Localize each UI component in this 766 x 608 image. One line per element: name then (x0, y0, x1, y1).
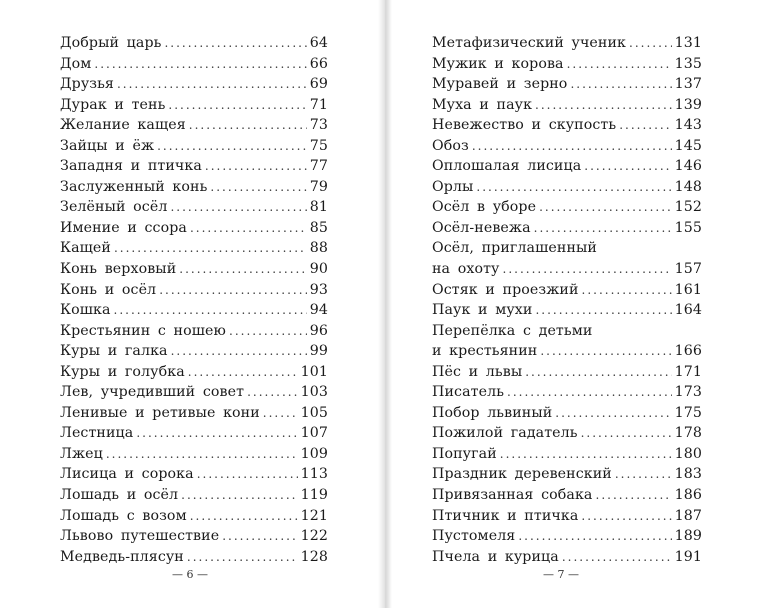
dot-leader (596, 485, 672, 506)
toc-entry-page: 131 (674, 35, 702, 51)
dot-leader (615, 464, 672, 485)
dot-leader (190, 506, 298, 527)
toc-entry (432, 156, 702, 177)
toc-entry-page: 96 (309, 322, 328, 339)
toc-entry-page: 94 (309, 302, 328, 319)
dot-leader (170, 197, 306, 218)
toc-entry (60, 485, 328, 506)
toc-entry (60, 280, 328, 301)
toc-entry-page: 101 (300, 363, 328, 380)
dot-leader (189, 115, 307, 136)
right-page (383, 0, 766, 608)
dot-leader (210, 177, 306, 198)
toc-entry (432, 280, 702, 301)
toc-entry-page: 171 (674, 363, 702, 380)
toc-entry-title: Кошка (60, 302, 111, 319)
toc-entry (60, 33, 328, 54)
dot-leader (629, 33, 672, 54)
toc-entry-page: 73 (309, 117, 328, 134)
dot-leader (190, 218, 307, 239)
dot-leader (168, 95, 306, 116)
toc-entry-page: 71 (309, 96, 328, 113)
page-number-left: — 6 — (172, 568, 208, 581)
toc-entry-page: 107 (300, 425, 328, 442)
toc-entry-title: Пчела и курица (432, 548, 559, 565)
dot-leader (534, 218, 672, 239)
toc-entry-page: 186 (674, 487, 702, 504)
toc-entry (432, 464, 702, 485)
toc-entry-page: 137 (674, 76, 702, 93)
dot-leader (117, 74, 307, 95)
toc-entry-title: Имение и ссора (60, 219, 187, 236)
toc-entry (60, 54, 328, 75)
toc-entry (60, 300, 328, 321)
toc-entry-page: 161 (674, 281, 702, 298)
book-gutter (378, 0, 392, 608)
toc-entry-page: 105 (300, 404, 328, 421)
toc-entry (60, 238, 328, 259)
toc-entry-title: Зелёный осёл (60, 199, 168, 216)
toc-entry (60, 136, 328, 157)
toc-entry-title: Лошадь с возом (60, 507, 187, 524)
toc-entry-page: 85 (309, 219, 328, 236)
toc-entry-page: 75 (309, 137, 328, 154)
toc-entry (432, 197, 702, 218)
dot-leader (114, 238, 307, 259)
toc-entry-title: Желание кащея (60, 117, 186, 134)
toc-entry-title: Лошадь и осёл (60, 487, 179, 504)
toc-entry-title: Куры и голубка (60, 363, 185, 380)
toc-entry-title: Лисица и сорока (60, 466, 194, 483)
dot-leader (555, 403, 671, 424)
toc-entry-title: Осёл-невежа (432, 219, 531, 236)
toc-entry-title: Мужик и корова (432, 55, 564, 72)
toc-entry (60, 95, 328, 116)
toc-entry-page: 189 (674, 528, 702, 545)
toc-entry-title: Остяк и проезжий (432, 281, 579, 298)
toc-entry-page: 79 (309, 178, 328, 195)
toc-entry-title: Дурак и тень (60, 96, 166, 113)
toc-entry-page: 64 (309, 35, 328, 51)
dot-leader (188, 362, 298, 383)
dot-leader (247, 382, 298, 403)
toc-entry (432, 341, 702, 362)
toc-entry (60, 156, 328, 177)
toc-entry-page: 191 (674, 548, 702, 565)
toc-entry (60, 321, 328, 342)
toc-entry (60, 547, 328, 568)
toc-entry-title: Паук и мухи (432, 302, 533, 319)
toc-entry-page: 119 (300, 487, 328, 504)
toc-entry-page: 166 (674, 343, 702, 360)
toc-entry-page: 69 (309, 76, 328, 93)
dot-leader (205, 156, 307, 177)
toc-entry-page: 178 (674, 425, 702, 442)
toc-entry (432, 362, 702, 383)
toc-entry (432, 259, 702, 280)
dot-leader (229, 321, 307, 342)
toc-entry (60, 218, 328, 239)
dot-leader (263, 403, 298, 424)
toc-entry-title: Оплошалая лисица (432, 158, 582, 175)
dot-leader (472, 136, 672, 157)
toc-entry (60, 74, 328, 95)
toc-list-right (432, 33, 702, 567)
toc-entry-page: 88 (309, 240, 328, 257)
toc-entry-title: Невежество и скупость (432, 117, 617, 134)
toc-entry-title: Лжец (60, 445, 103, 462)
dot-leader (567, 54, 672, 75)
dot-leader (159, 280, 307, 301)
toc-entry (432, 485, 702, 506)
dot-leader (582, 280, 672, 301)
dot-leader (584, 156, 671, 177)
toc-entry (60, 464, 328, 485)
toc-entry-page: 113 (300, 466, 328, 483)
dot-leader (540, 341, 671, 362)
dot-leader (94, 54, 306, 75)
dot-leader (503, 259, 672, 280)
toc-entry (60, 423, 328, 444)
dot-leader (106, 444, 298, 465)
toc-entry-title: Западня и птичка (60, 158, 202, 175)
toc-entry (432, 382, 702, 403)
toc-entry-page: 175 (674, 404, 702, 421)
dot-leader (619, 115, 671, 136)
toc-entry-title-line: Осёл, приглашенный (432, 240, 597, 257)
toc-entry-page: 81 (309, 199, 328, 216)
toc-entry-page: 180 (674, 445, 702, 462)
toc-entry-page: 128 (300, 548, 328, 565)
page-number-right: — 7 — (543, 568, 579, 581)
toc-entry-page: 103 (300, 384, 328, 401)
toc-entry (432, 74, 702, 95)
toc-entry (432, 115, 702, 136)
toc-entry (432, 177, 702, 198)
dot-leader (157, 136, 307, 157)
dot-leader (518, 526, 671, 547)
toc-entry-title: и крестьянин (432, 343, 538, 360)
toc-entry-title: Пёс и львы (432, 363, 523, 380)
dot-leader (187, 547, 298, 568)
toc-entry (60, 444, 328, 465)
toc-entry-page: 173 (674, 384, 702, 401)
toc-entry-title: Кащей (60, 240, 111, 257)
toc-entry-title: Писатель (432, 384, 505, 401)
toc-entry-title: на охоту (432, 261, 500, 278)
toc-entry (60, 382, 328, 403)
toc-entry-page: 157 (674, 261, 702, 278)
dot-leader (581, 506, 671, 527)
toc-entry (60, 177, 328, 198)
toc-entry (60, 341, 328, 362)
toc-entry-title: Метафизический ученик (432, 35, 626, 51)
toc-entry-page: 187 (674, 507, 702, 524)
toc-entry-title: Птичник и птичка (432, 507, 579, 524)
toc-entry-page: 148 (674, 178, 702, 195)
dot-leader (197, 464, 298, 485)
toc-entry-title: Обоз (432, 137, 469, 154)
toc-entry (60, 197, 328, 218)
dot-leader (535, 300, 671, 321)
toc-entry (60, 362, 328, 383)
toc-entry-title: Добрый царь (60, 35, 162, 51)
toc-entry (60, 403, 328, 424)
toc-entry-title: Праздник деревенский (432, 466, 612, 483)
toc-entry-title: Попугай (432, 445, 497, 462)
toc-entry-title: Пожилой гадатель (432, 425, 578, 442)
toc-entry-title: Зайцы и ёж (60, 137, 155, 154)
toc-entry-title-line: Перепёлка с детьми (432, 322, 593, 339)
toc-entry-title: Лестница (60, 425, 134, 442)
toc-entry-title: Львово путешествие (60, 528, 220, 545)
dot-leader (171, 341, 307, 362)
toc-entry-page: 93 (309, 281, 328, 298)
toc-entry (60, 115, 328, 136)
toc-list-left (60, 33, 328, 567)
toc-entry (60, 526, 328, 547)
toc-entry-page: 146 (674, 158, 702, 175)
dot-leader (570, 74, 671, 95)
toc-entry (432, 136, 702, 157)
toc-entry (432, 300, 702, 321)
toc-entry-title: Конь верховый (60, 261, 177, 278)
dot-leader (164, 33, 306, 54)
dot-leader (476, 177, 671, 198)
toc-entry-title: Заслуженный конь (60, 178, 208, 195)
toc-entry-title: Друзья (60, 76, 114, 93)
dot-leader (535, 95, 672, 116)
toc-entry (432, 506, 702, 527)
dot-leader (507, 382, 672, 403)
toc-entry-title: Муравей и зерно (432, 76, 568, 93)
toc-entry-title: Конь и осёл (60, 281, 157, 298)
toc-entry-page: 99 (309, 343, 328, 360)
toc-entry (432, 423, 702, 444)
toc-entry-title: Привязанная собака (432, 487, 593, 504)
toc-entry-page: 164 (674, 302, 702, 319)
toc-entry-title: Ленивые и ретивые кони (60, 404, 260, 421)
toc-entry-title: Побор львиный (432, 404, 553, 421)
toc-entry-page: 90 (309, 261, 328, 278)
toc-entry-title: Орлы (432, 178, 474, 195)
dot-leader (525, 362, 671, 383)
dot-leader (581, 423, 672, 444)
dot-leader (562, 547, 672, 568)
toc-entry-page: 66 (309, 55, 328, 72)
toc-entry-title: Дом (60, 55, 92, 72)
dot-leader (222, 526, 297, 547)
dot-leader (181, 485, 297, 506)
toc-entry-title: Куры и галка (60, 343, 168, 360)
toc-entry (432, 444, 702, 465)
toc-entry-page: 143 (674, 117, 702, 134)
toc-entry-page: 121 (300, 507, 328, 524)
toc-entry (432, 95, 702, 116)
toc-entry (60, 506, 328, 527)
toc-entry-page: 155 (674, 219, 702, 236)
toc-entry-page: 152 (674, 199, 702, 216)
toc-entry (432, 526, 702, 547)
toc-entry-page: 139 (674, 96, 702, 113)
toc-entry (432, 403, 702, 424)
toc-entry-title: Пустомеля (432, 528, 516, 545)
dot-leader (179, 259, 306, 280)
dot-leader (539, 197, 672, 218)
toc-entry (432, 33, 702, 54)
toc-entry-title: Крестьянин с ношею (60, 322, 226, 339)
toc-entry-page: 122 (300, 528, 328, 545)
dot-leader (114, 300, 307, 321)
toc-entry-page: 109 (300, 445, 328, 462)
toc-entry (432, 547, 702, 568)
toc-entry-page: 77 (309, 158, 328, 175)
toc-entry-title: Лев, учредивший совет (60, 384, 245, 401)
toc-entry (60, 259, 328, 280)
toc-entry-title: Медведь-плясун (60, 548, 184, 565)
toc-entry-page: 183 (674, 466, 702, 483)
dot-leader (500, 444, 672, 465)
toc-entry (432, 218, 702, 239)
toc-entry-page: 145 (674, 137, 702, 154)
toc-entry-title: Осёл в уборе (432, 199, 537, 216)
toc-entry-title: Муха и паук (432, 96, 533, 113)
toc-entry (432, 54, 702, 75)
toc-entry-page: 135 (674, 55, 702, 72)
dot-leader (136, 423, 297, 444)
